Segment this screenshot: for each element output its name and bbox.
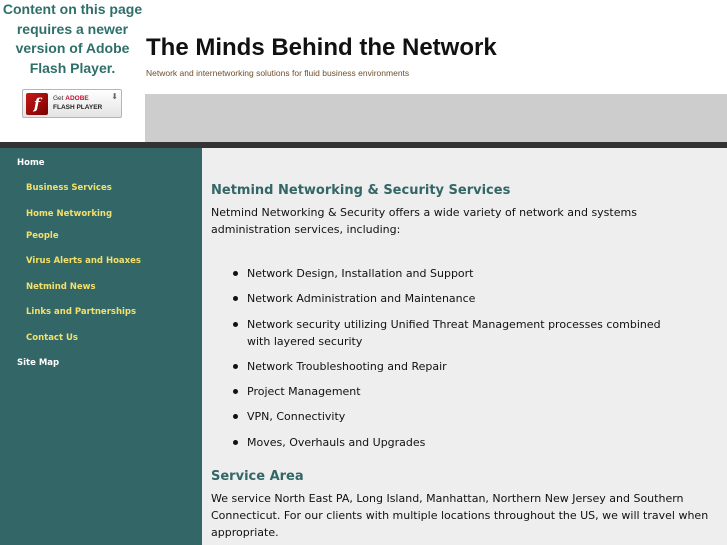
flash-adobe-word: ADOBE bbox=[65, 95, 89, 102]
main-content bbox=[202, 148, 727, 545]
nav-item-site-map[interactable]: Site Map bbox=[17, 358, 60, 368]
sidebar-nav bbox=[0, 148, 202, 545]
site-tagline: Network and internetworking solutions for fluid business environments bbox=[146, 68, 410, 78]
nav-item-home-networking[interactable]: Home Networking bbox=[26, 209, 113, 219]
nav-item-virus-alerts[interactable]: Virus Alerts and Hoaxes bbox=[26, 256, 141, 266]
list-item: Network security utilizing Unified Threat Management processes combined with layered security bbox=[247, 316, 687, 350]
list-item: Project Management bbox=[247, 383, 687, 400]
flash-logo-icon: f bbox=[26, 93, 48, 115]
nav-item-home[interactable]: Home bbox=[17, 158, 45, 168]
list-item: VPN, Connectivity bbox=[247, 408, 687, 425]
site-title: The Minds Behind the Network bbox=[146, 34, 497, 61]
flash-get-word: Get bbox=[53, 95, 64, 102]
nav-item-netmind-news[interactable]: Netmind News bbox=[26, 282, 96, 292]
nav-item-contact-us[interactable]: Contact Us bbox=[26, 333, 78, 343]
get-flash-player-button[interactable] bbox=[22, 89, 122, 118]
flash-required-message: Content on this page requires a newer version of Adobe Flash Player. bbox=[2, 1, 143, 76]
list-item: Network Design, Installation and Support bbox=[247, 265, 687, 282]
list-item: Network Administration and Maintenance bbox=[247, 290, 687, 307]
flash-notice bbox=[0, 0, 145, 142]
list-item: Network Troubleshooting and Repair bbox=[247, 358, 687, 375]
nav-item-people[interactable]: People bbox=[26, 231, 59, 241]
download-arrow-icon: ⬇ bbox=[111, 92, 118, 101]
flash-get-label bbox=[53, 95, 89, 103]
nav-item-links-partnerships[interactable]: Links and Partnerships bbox=[26, 307, 137, 317]
nav-item-business-services[interactable]: Business Services bbox=[26, 183, 112, 193]
service-area-heading: Service Area bbox=[211, 469, 304, 484]
list-item: Moves, Overhauls and Upgrades bbox=[247, 434, 687, 451]
services-heading: Netmind Networking & Security Services bbox=[211, 183, 511, 198]
flash-player-label: FLASH PLAYER bbox=[53, 104, 103, 111]
service-area-text: We service North East PA, Long Island, Manhattan, Northern New Jersey and Southern Connecticut. For our clients with multiple locations throughout the US, we will travel when appropriate. bbox=[211, 492, 709, 539]
services-intro: Netmind Networking & Security offers a wide variety of network and systems administration services, including: bbox=[211, 206, 637, 236]
header-banner bbox=[145, 94, 727, 142]
